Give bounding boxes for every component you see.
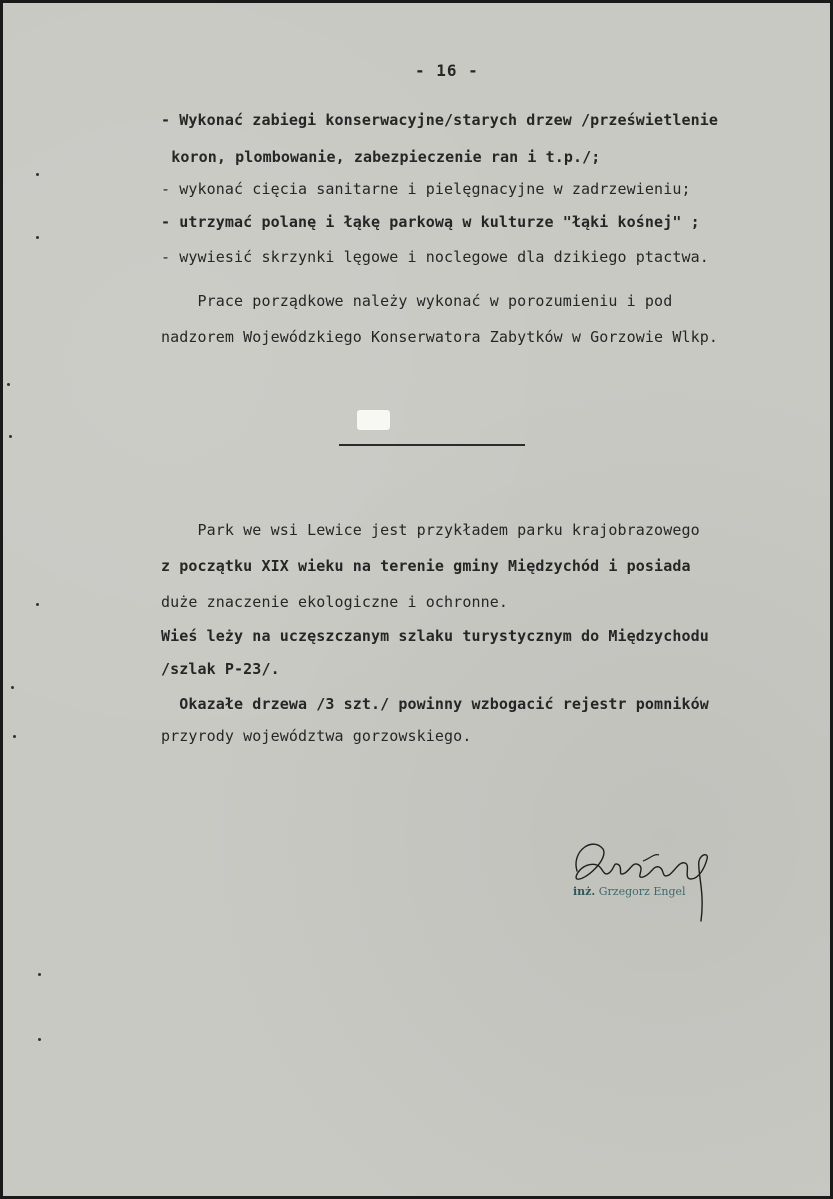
paragraph-park-line3: duże znaczenie ekologiczne i ochronne.: [161, 593, 508, 611]
scan-speck: [7, 383, 10, 386]
paragraph-park-line1: Park we wsi Lewice jest przykładem parku krajobrazowego: [161, 521, 700, 539]
scan-speck: [36, 603, 39, 606]
paragraph-trees-line1: Okazałe drzewa /3 szt./ powinny wzbogacić rejestr pomników: [161, 695, 709, 713]
scan-speck: [11, 686, 14, 689]
list-item-conservation-cont: koron, plombowanie, zabezpieczenie ran i t.p./;: [153, 148, 601, 166]
scan-speck: [9, 435, 12, 438]
correction-mark: [357, 410, 390, 430]
handwritten-signature: [563, 831, 723, 926]
section-divider: [339, 444, 525, 446]
scan-speck: [36, 236, 39, 239]
signature-stamp: [573, 885, 686, 898]
paragraph-park-line5: /szlak P-23/.: [161, 660, 280, 678]
scan-speck: [13, 735, 16, 738]
scan-speck: [38, 973, 41, 976]
paragraph-park-line4: Wieś leży na uczęszczanym szlaku turystycznym do Międzychodu: [161, 627, 709, 645]
list-item-sanitary-cutting: - wykonać cięcia sanitarne i pielęgnacyjne w zadrzewieniu;: [161, 180, 691, 198]
paragraph-works-line2: nadzorem Wojewódzkiego Konserwatora Zabytków w Gorzowie Wlkp.: [161, 328, 718, 346]
paragraph-trees-line2: przyrody województwa gorzowskiego.: [161, 727, 472, 745]
stamp-name: Grzegorz Engel: [598, 885, 686, 898]
paragraph-park-line2: z początku XIX wieku na terenie gminy Międzychód i posiada: [161, 557, 691, 575]
scan-speck: [36, 173, 39, 176]
document-page: [3, 3, 830, 1196]
list-item-meadow: - utrzymać polanę i łąkę parkową w kulturze "łąki kośnej" ;: [161, 213, 700, 231]
list-item-conservation: - Wykonać zabiegi konserwacyjne/starych drzew /prześwietlenie: [161, 111, 718, 129]
list-item-nest-boxes: - wywiesić skrzynki lęgowe i noclegowe dla dzikiego ptactwa.: [161, 248, 709, 266]
paragraph-works-line1: Prace porządkowe należy wykonać w porozumieniu i pod: [161, 292, 673, 310]
page-number: - 16 -: [415, 61, 479, 80]
stamp-title: inż.: [573, 885, 596, 898]
scan-speck: [38, 1038, 41, 1041]
